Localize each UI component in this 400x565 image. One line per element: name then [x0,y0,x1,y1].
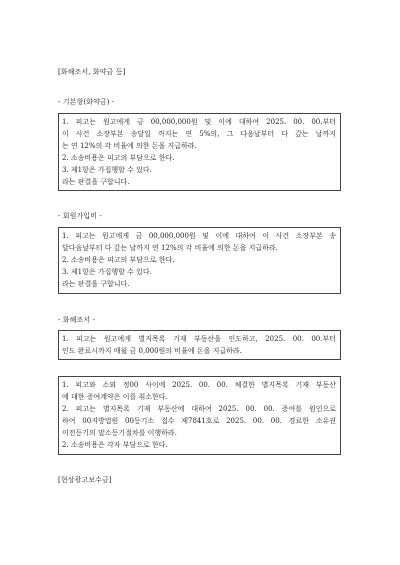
claim-line: 에 대한 증여계약은 이를 취소한다. [62,393,168,401]
claim-line: 하여 00지방법원 00등기소 접수 제7841호로 2025. 00. 00. 경료한 소유권 [62,417,336,425]
claim-line: 1. 피고는 원고에게 금 00,000,000원 및 이에 대하여 2025. 00. 00.부터 [62,118,336,126]
claim-line: 1. 피고는 원고에게 금 00,000,000원 및 이에 대하여 이 사건 소장부본 송 [62,232,336,240]
section-title-basic: - 기본형(화약금) - [58,98,115,106]
claim-line: 2. 소송비용은 피고의 부담으로 한다. [62,256,175,264]
claim-line: 1. 피고는 원고에게 별지목록 기재 부동산을 인도하고, 2025. 00. 00.부터 [62,335,336,343]
claim-line: 달다음날부터 다 갚는 날까지 연 12%의 각 비율에 의한 돈을 지급하라. [62,244,278,252]
claim-line: 2. 소송비용은 각자 부담으로 한다. [62,441,168,449]
document-heading: [화해조서, 화약금 등] [58,68,126,76]
claim-line: 2. 소송비용은 피고의 부담으로 한다. [62,154,175,162]
claim-line: 이 사건 소장부본 송달일 까지는 연 5%의, 그 다음날부터 다 갚는 날까지 [62,130,336,138]
claim-line: 라는 판결을 구합니다. [62,280,130,288]
claim-box-basic [58,113,341,191]
claim-line: 이전등기의 말소등기절차를 이행하라. [62,429,177,437]
footer-heading: [현상광고보수금] [58,476,112,484]
claim-line: 라는 판결을 구합니다. [62,178,130,186]
claim-box-gift-cancellation [58,376,341,455]
claim-line: 1. 피고와 소외 정00 사이에 2025. 00. 00. 체결한 별지목록 기재 부동산 [62,381,336,389]
claim-line: 3. 제1항은 가집행할 수 있다. [62,268,152,276]
claim-line: 3. 제1항은 가집행할 수 있다. [62,166,152,174]
claim-line: 인도 완료시까지 매월 금 0,000원의 비율에 돈을 지급하라. [62,347,242,355]
claim-line: 는 연 12%의 각 비율에 의한 돈을 지급하라. [62,142,197,150]
section-title-membership: - 회원가입비 - [58,212,102,220]
section-title-settlement: - 화해조서 - [58,316,96,324]
claim-box-membership [58,227,341,294]
claim-line: 2. 피고는 별지목록 기재 부동산에 대하여 2025. 00. 00. 증여를 원인으로 [62,405,336,413]
claim-box-settlement [58,330,341,360]
